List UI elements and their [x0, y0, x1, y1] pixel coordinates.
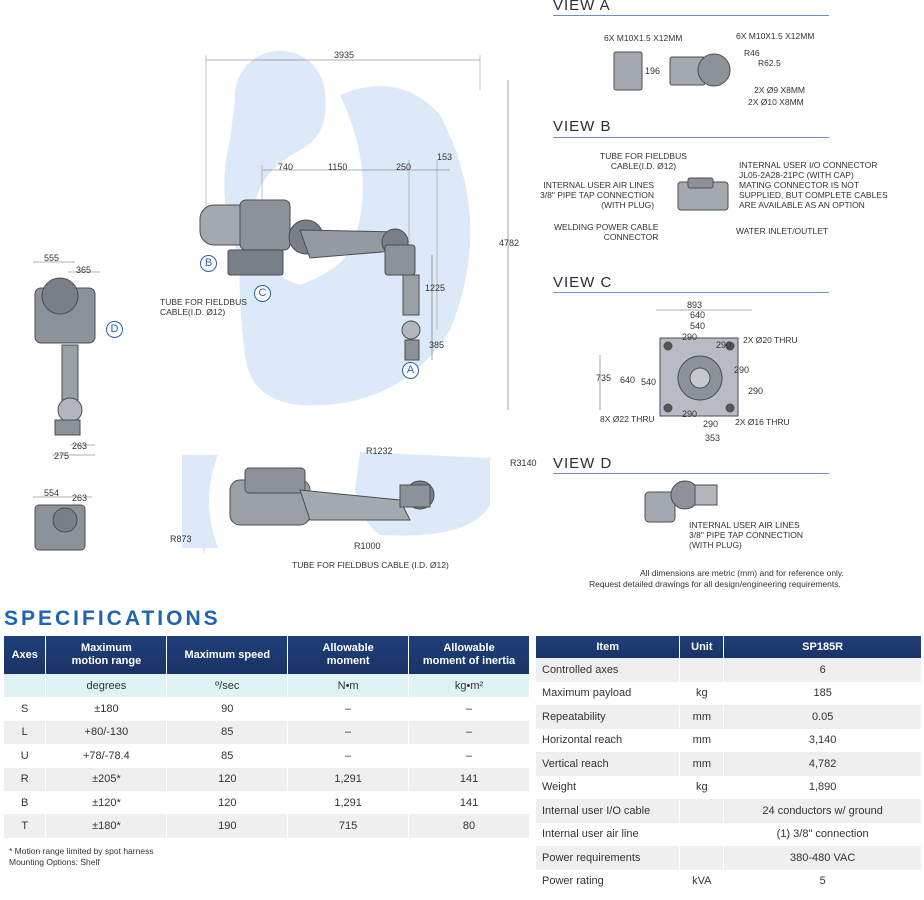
dim-554: 554: [44, 488, 60, 498]
view-c-hole-20: 2X Ø20 THRU: [743, 335, 798, 345]
footnote-mounting: Mounting Options: Shelf: [9, 857, 100, 867]
view-b-part: [678, 178, 728, 210]
dim-250: 250: [396, 162, 412, 172]
axes-cell: L: [4, 721, 46, 744]
view-a-note-3: R46: [744, 48, 760, 58]
axes-cell: 190: [167, 814, 288, 837]
view-c-dim-290-b: 290: [716, 340, 732, 350]
view-a-note-1: 6X M10X1.5 X12MM: [604, 33, 683, 43]
axes-cell: 141: [409, 768, 530, 791]
axes-row: [4, 814, 530, 837]
view-a-rule: [553, 15, 829, 16]
dim-740: 740: [278, 162, 294, 172]
view-d-rule: [553, 473, 829, 474]
axes-cell: T: [4, 814, 46, 837]
view-a-note-2: 6X M10X1.5 X12MM: [736, 31, 815, 41]
units-cell: N•m: [288, 674, 409, 697]
axes-row: [4, 744, 530, 767]
view-a-part: [614, 52, 730, 90]
axes-header-range: Maximum motion range: [46, 636, 167, 674]
item-cell: kg: [680, 682, 724, 706]
item-cell: Power rating: [536, 870, 680, 894]
disclaimer-line-1: All dimensions are metric (mm) and for reference only.: [640, 568, 844, 578]
dim-4782: 4782: [499, 238, 520, 248]
view-c-dim-353: 353: [705, 433, 721, 443]
item-row: [536, 870, 922, 894]
axes-cell: ±180: [46, 697, 167, 720]
axes-cell: +78/-78.4: [46, 744, 167, 767]
bottom-robot-body: [35, 505, 85, 550]
axes-cell: 85: [167, 721, 288, 744]
axes-cell: 120: [167, 768, 288, 791]
item-cell: Power requirements: [536, 846, 680, 870]
item-cell: 4,782: [724, 752, 922, 776]
units-cell: º/sec: [167, 674, 288, 697]
dim-r3140: R3140: [510, 458, 537, 468]
item-header-unit: Unit: [680, 636, 724, 658]
axes-cell: –: [288, 721, 409, 744]
view-c-dim-735: 735: [596, 373, 612, 383]
item-cell: 1,890: [724, 776, 922, 800]
front-robot-body: [35, 278, 95, 435]
view-b-note-4: INTERNAL USER I/O CONNECTOR JL05-2A28-21PC (WITH CAP) MATING CONNECTOR IS NOT SUPPLIED, BUT COMPLETE CABLES ARE AVAILABLE AS AN OPTION: [739, 160, 888, 210]
view-b-note-5: WATER INLET/OUTLET: [736, 226, 829, 236]
view-a-note-7: 2X Ø10 X8MM: [748, 97, 804, 107]
view-c-dim-290-c: 290: [734, 365, 750, 375]
axes-row: [4, 721, 530, 744]
units-cell: [4, 674, 46, 697]
dim-r1232: R1232: [366, 446, 393, 456]
item-cell: [680, 846, 724, 870]
dim-555: 555: [44, 253, 60, 263]
dim-1150: 1150: [328, 162, 348, 172]
view-d-part: [645, 481, 717, 522]
item-cell: Horizontal reach: [536, 729, 680, 753]
axes-row: [4, 697, 530, 720]
tube-side-note: TUBE FOR FIELDBUS CABLE(I.D. Ø12): [160, 297, 247, 317]
axes-cell: –: [288, 744, 409, 767]
view-b-title: VIEW B: [553, 118, 612, 135]
axes-cell: +80/-130: [46, 721, 167, 744]
view-c-rule: [553, 292, 829, 293]
axes-header-speed: Maximum speed: [167, 636, 288, 674]
axes-cell: –: [409, 721, 530, 744]
view-c-dim-540-b: 540: [641, 377, 657, 387]
item-cell: 24 conductors w/ ground: [724, 799, 922, 823]
item-cell: 380-480 VAC: [724, 846, 922, 870]
dim-275: 275: [54, 451, 70, 461]
view-d-note-1: INTERNAL USER AIR LINES 3/8" PIPE TAP CONNECTION (WITH PLUG): [689, 520, 804, 550]
item-cell: Repeatability: [536, 705, 680, 729]
item-row: [536, 729, 922, 753]
axes-units-row: [4, 674, 530, 697]
axes-header-moment: Allowable moment: [288, 636, 409, 674]
view-d-title: VIEW D: [553, 455, 613, 472]
view-b-note-2: INTERNAL USER AIR LINES 3/8" PIPE TAP CONNECTION (WITH PLUG): [540, 180, 655, 210]
axes-cell: R: [4, 768, 46, 791]
item-row: [536, 846, 922, 870]
axes-cell: 90: [167, 697, 288, 720]
circle-d-marker: D: [106, 321, 123, 338]
axes-cell: 1,291: [288, 791, 409, 814]
disclaimer-line-2: Request detailed drawings for all design/engineering requirements.: [589, 579, 841, 589]
item-cell: 5: [724, 870, 922, 894]
dim-153: 153: [437, 152, 453, 162]
axes-table: [4, 636, 530, 838]
axes-row: [4, 768, 530, 791]
item-cell: mm: [680, 752, 724, 776]
view-c-dim-290-e: 290: [682, 409, 698, 419]
item-cell: Internal user air line: [536, 823, 680, 847]
item-cell: Controlled axes: [536, 658, 680, 682]
axes-cell: ±120*: [46, 791, 167, 814]
item-cell: Vertical reach: [536, 752, 680, 776]
view-b-note-3: WELDING POWER CABLE CONNECTOR: [554, 222, 659, 242]
item-cell: kg: [680, 776, 724, 800]
item-header-model: SP185R: [724, 636, 922, 658]
item-cell: 185: [724, 682, 922, 706]
axes-cell: S: [4, 697, 46, 720]
dim-385: 385: [429, 340, 445, 350]
axes-cell: 120: [167, 791, 288, 814]
view-b-rule: [553, 137, 829, 138]
dim-r1000: R1000: [354, 541, 381, 551]
units-cell: degrees: [46, 674, 167, 697]
item-cell: Maximum payload: [536, 682, 680, 706]
view-c-hole-22: 8X Ø22 THRU: [600, 414, 655, 424]
item-cell: 6: [724, 658, 922, 682]
item-cell: (1) 3/8" connection: [724, 823, 922, 847]
axes-header-inertia: Allowable moment of inertia: [409, 636, 530, 674]
view-a-note-6: 2X Ø9 X8MM: [754, 85, 806, 95]
item-row: [536, 682, 922, 706]
dim-263-a: 263: [72, 441, 88, 451]
view-c-dim-640-b: 640: [620, 375, 636, 385]
item-table: [536, 636, 922, 893]
item-header-item: Item: [536, 636, 680, 658]
item-cell: Weight: [536, 776, 680, 800]
view-c-title: VIEW C: [553, 274, 613, 291]
axes-cell: –: [409, 744, 530, 767]
specifications-title: SPECIFICATIONS: [4, 607, 221, 630]
item-row: [536, 658, 922, 682]
axes-cell: –: [409, 697, 530, 720]
axes-row: [4, 791, 530, 814]
item-row: [536, 823, 922, 847]
item-cell: 3,140: [724, 729, 922, 753]
item-row: [536, 776, 922, 800]
axes-cell: 80: [409, 814, 530, 837]
dim-365: 365: [76, 265, 92, 275]
item-cell: kVA: [680, 870, 724, 894]
view-a-title: VIEW A: [553, 0, 611, 14]
view-c-dim-290-d: 290: [748, 386, 764, 396]
item-row: [536, 799, 922, 823]
circle-c-marker: C: [254, 285, 271, 302]
view-c-dim-290-a: 290: [682, 332, 698, 342]
axes-cell: B: [4, 791, 46, 814]
view-a-note-4: R62.5: [758, 58, 781, 68]
dim-r873: R873: [170, 534, 192, 544]
circle-a-marker: A: [402, 362, 419, 379]
axes-cell: U: [4, 744, 46, 767]
axes-cell: ±180*: [46, 814, 167, 837]
item-cell: 0.05: [724, 705, 922, 729]
dim-3935: 3935: [334, 50, 355, 60]
view-a-dim-196: 196: [645, 66, 661, 76]
view-c-dim-290-f: 290: [703, 419, 719, 429]
axes-cell: ±205*: [46, 768, 167, 791]
item-cell: mm: [680, 705, 724, 729]
units-cell: kg•m²: [409, 674, 530, 697]
item-row: [536, 705, 922, 729]
tube-top-note: TUBE FOR FIELDBUS CABLE (I.D. Ø12): [292, 560, 449, 570]
view-c-dim-893: 893: [687, 300, 703, 310]
view-c-dim-540-a: 540: [690, 321, 706, 331]
item-cell: [680, 823, 724, 847]
axes-cell: 85: [167, 744, 288, 767]
axes-cell: 141: [409, 791, 530, 814]
footnote-motion: * Motion range limited by spot harness: [9, 846, 154, 856]
view-c-hole-16: 2X Ø16 THRU: [735, 417, 790, 427]
dim-1225: 1225: [425, 283, 446, 293]
dim-263-b: 263: [72, 493, 88, 503]
axes-cell: –: [288, 697, 409, 720]
item-cell: Internal user I/O cable: [536, 799, 680, 823]
view-c-dim-640-a: 640: [690, 310, 706, 320]
axes-header-axes: Axes: [4, 636, 46, 674]
item-header-row: [536, 636, 922, 658]
circle-b-marker: B: [200, 255, 217, 272]
item-row: [536, 752, 922, 776]
view-b-note-1: TUBE FOR FIELDBUS CABLE(I.D. Ø12): [600, 151, 687, 171]
item-cell: [680, 658, 724, 682]
item-cell: mm: [680, 729, 724, 753]
axes-header-row: [4, 636, 530, 674]
axes-cell: 1,291: [288, 768, 409, 791]
item-cell: [680, 799, 724, 823]
axes-cell: 715: [288, 814, 409, 837]
